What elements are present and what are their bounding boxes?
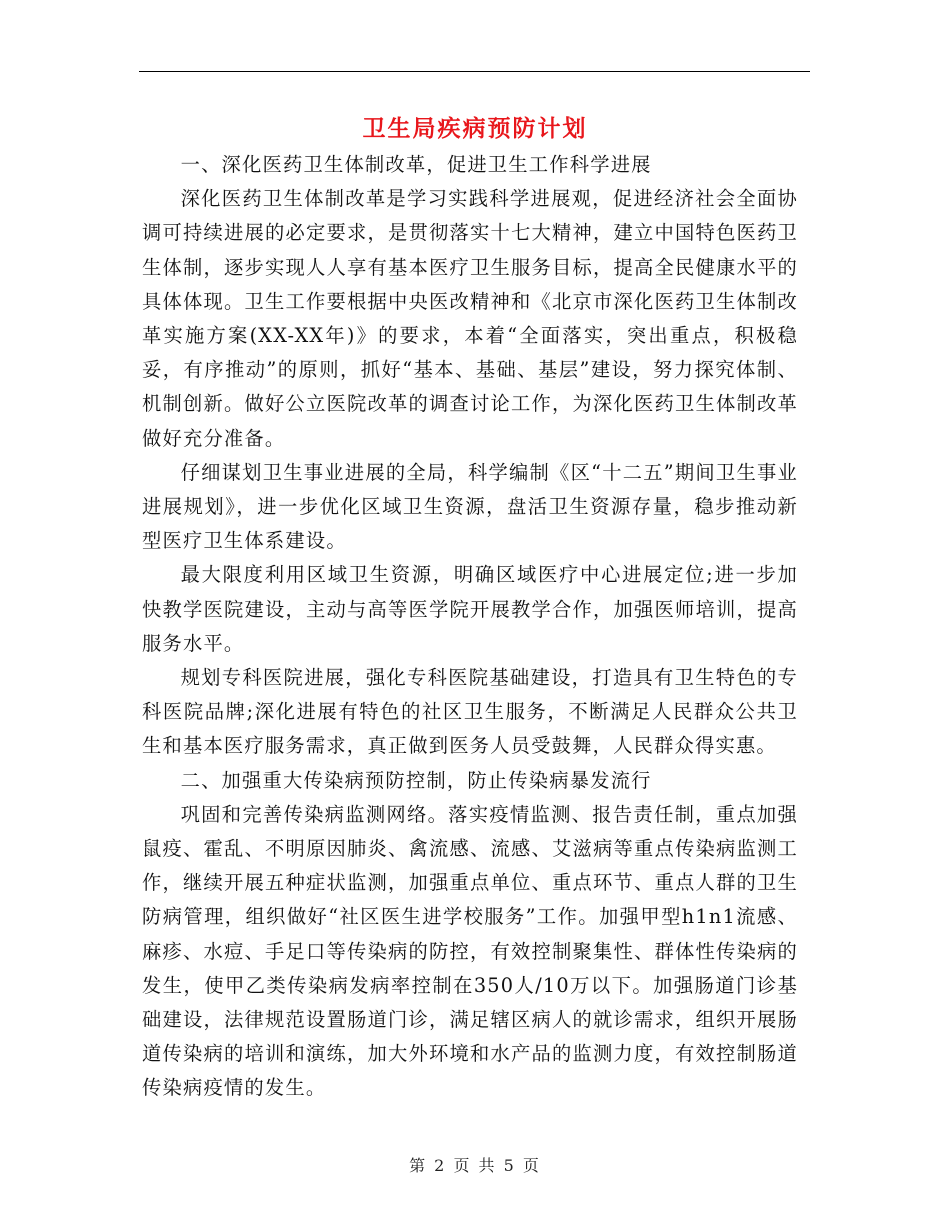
document-title: 卫生局疾病预防计划	[362, 116, 588, 142]
paragraph: 巩固和完善传染病监测网络。落实疫情监测、报告责任制，重点加强鼠疫、霍乱、不明原因肺炎、禽流感、流感、艾滋病等重点传染病监测工作，继续开展五种症状监测，加强重点单位、重点环节、重点人群的卫生防病管理，组织做好“社区医生进学校服务”工作。加强甲型h1n1流感、麻疹、水痘、手足口等传染病的防控，有效控制聚集性、群体性传染病的发生，使甲乙类传染病发病率控制在350人/10万以下。加强肠道门诊基础建设，法律规范设置肠道门诊，满足辖区病人的就诊需求，组织开展肠道传染病的培训和演练，加大外环境和水产品的监测力度，有效控制肠道传染病疫情的发生。	[142, 802, 798, 1100]
header-rule	[139, 71, 810, 72]
section-heading-1: 一、深化医药卫生体制改革，促进卫生工作科学进展	[180, 153, 652, 176]
paragraph: 规划专科医院进展，强化专科医院基础建设，打造具有卫生特色的专科医院品牌;深化进展有特色的社区卫生服务，不断满足人民群众公共卫生和基本医疗服务需求，真正做到医务人员受鼓舞，人民群众得实惠。	[142, 666, 798, 758]
paragraph: 深化医药卫生体制改革是学习实践科学进展观，促进经济社会全面协调可持续进展的必定要求，是贯彻落实十七大精神，建立中国特色医药卫生体制，逐步实现人人享有基本医疗卫生服务目标，提高全民健康水平的具体体现。卫生工作要根据中央医改精神和《北京市深化医药卫生体制改革实施方案(XX-XX年)》的要求，本着“全面落实，突出重点，积极稳妥，有序推动”的原则，抓好“基本、基础、基层”建设，努力探究体制、机制创新。做好公立医院改革的调查讨论工作，为深化医药卫生体制改革做好充分准备。	[142, 187, 798, 450]
section-heading-2: 二、加强重大传染病预防控制，防止传染病暴发流行	[180, 768, 652, 792]
document-body	[142, 148, 798, 1106]
page-footer: 第 2 页 共 5 页	[409, 1156, 541, 1175]
paragraph: 最大限度利用区域卫生资源，明确区域医疗中心进展定位;进一步加快教学医院建设，主动与高等医学院开展教学合作，加强医师培训，提高服务水平。	[142, 563, 798, 655]
paragraph: 仔细谋划卫生事业进展的全局，科学编制《区“十二五”期间卫生事业进展规划》，进一步优化区域卫生资源，盘活卫生资源存量，稳步推动新型医疗卫生体系建设。	[142, 460, 798, 553]
